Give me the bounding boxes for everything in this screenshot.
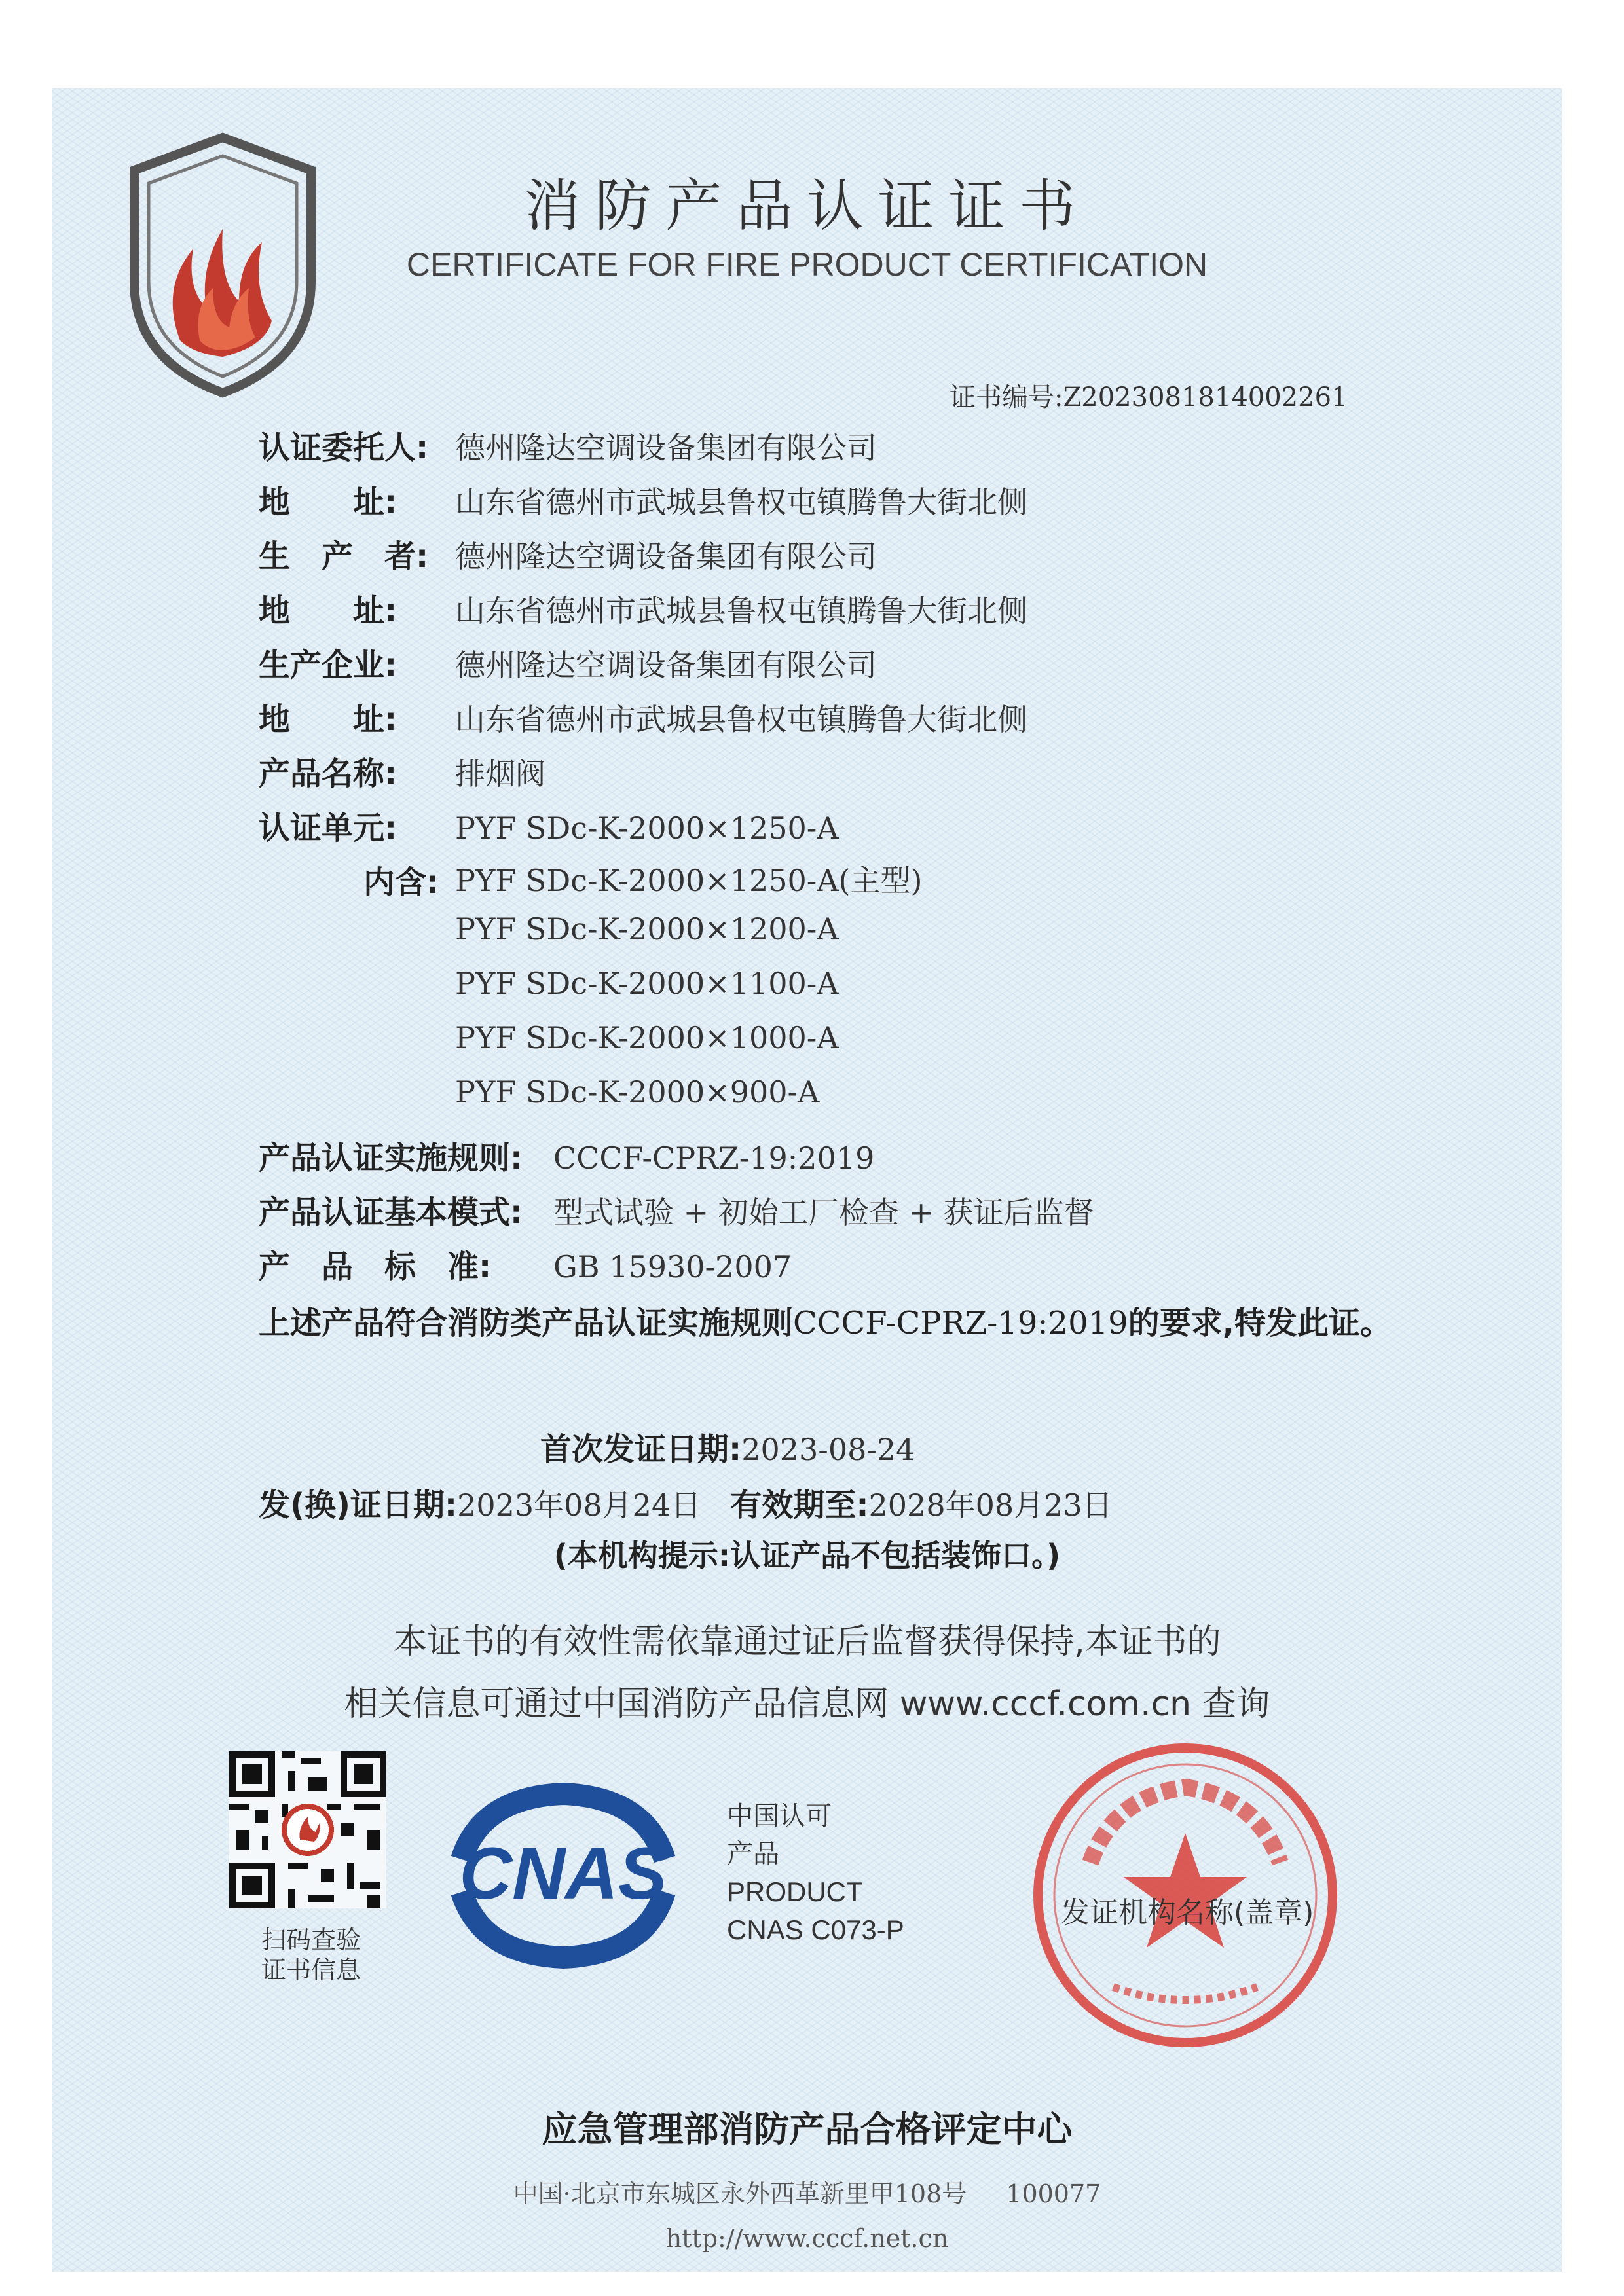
issuer-website-link[interactable]: http://www.cccf.net.cn [665, 2224, 949, 2253]
rule-label: 产 品 标 准: [259, 1248, 492, 1285]
address-text: 中国·北京市东城区永外西革新里甲108号 [513, 2179, 967, 2208]
accreditation-info [727, 1797, 904, 1949]
conformity-statement [259, 1296, 1503, 1350]
rule-row [259, 1241, 792, 1286]
rule-row [259, 1133, 874, 1178]
statement-code: CCCF-CPRZ-19:2019 [793, 1305, 1128, 1341]
field-value: 山东省德州市武城县鲁权屯镇腾鲁大街北侧 [455, 593, 1027, 629]
certificate-number-value: Z2023081814002261 [1063, 382, 1348, 412]
issuer-address [52, 2174, 1562, 2210]
model-item: PYF SDc-K-2000×1200-A [455, 911, 839, 947]
accreditation-line: CNAS C073-P [727, 1914, 904, 1945]
field-label: 认证单元: [259, 810, 397, 847]
field-label: 认证委托人: [259, 429, 429, 466]
field-value: 德州隆达空调设备集团有限公司 [455, 539, 877, 574]
field-label: 产品名称: [259, 756, 397, 792]
cnas-logo-icon [435, 1777, 691, 1974]
first-issue-date-row [540, 1424, 915, 1469]
qr-caption [232, 1925, 390, 1985]
validity-info-line-2: 相关信息可通过中国消防产品信息网 www.cccf.com.cn 查询 [344, 1685, 1270, 1724]
certificate-number-label: 证书编号: [950, 382, 1063, 412]
field-row [259, 694, 1027, 739]
field-label: 地 址: [259, 701, 397, 738]
model-item: PYF SDc-K-2000×900-A [455, 1074, 820, 1110]
field-value: 排烟阀 [455, 756, 545, 792]
field-row [259, 477, 1027, 522]
model-item: PYF SDc-K-2000×1000-A [455, 1020, 839, 1055]
postcode: 100077 [1006, 2179, 1101, 2208]
valid-until-label: 有效期至: [730, 1487, 869, 1523]
rule-value: 型式试验 + 初始工厂检查 + 获证后监督 [553, 1195, 1094, 1230]
certificate-title: 消防产品认证证书 [524, 173, 1090, 239]
validity-info-line-1: 本证书的有效性需依靠通过证后监督获得保持,本证书的 [393, 1622, 1221, 1662]
accreditation-line: 中国认可 [727, 1801, 832, 1831]
qr-code-icon[interactable] [229, 1751, 386, 1908]
statement-text-end: 的要求,特发此证。 [1128, 1305, 1392, 1341]
statement-text: 上述产品符合消防类产品认证实施规则 [259, 1305, 794, 1341]
issue-date-label: 发(换)证日期: [259, 1487, 458, 1523]
cnas-logo-text: CNAS [459, 1832, 667, 1914]
field-label: 生产企业: [259, 647, 397, 683]
institution-notice: (本机构提示:认证产品不包括装饰口。) [553, 1538, 1061, 1573]
model-item: PYF SDc-K-2000×1250-A(主型) [455, 863, 923, 898]
field-row [259, 531, 877, 576]
rule-value: GB 15930-2007 [553, 1249, 792, 1285]
first-issue-date-value: 2023-08-24 [741, 1432, 915, 1467]
field-row [259, 422, 877, 467]
issue-date-row [259, 1480, 1113, 1525]
issuer-label: 发证机构名称(盖章) [1061, 1896, 1314, 1929]
rule-value: CCCF-CPRZ-19:2019 [553, 1140, 875, 1176]
certificate-title-english: CERTIFICATE FOR FIRE PRODUCT CERTIFICATION [406, 246, 1208, 283]
field-value: 山东省德州市武城县鲁权屯镇腾鲁大街北侧 [455, 702, 1027, 737]
accreditation-line: 产品 [727, 1839, 779, 1869]
field-label: 地 址: [259, 484, 397, 520]
field-label: 地 址: [259, 592, 397, 629]
field-label: 生 产 者: [259, 538, 429, 575]
field-value: 德州隆达空调设备集团有限公司 [455, 430, 877, 465]
qr-caption-line-1: 扫码查验 [261, 1925, 361, 1954]
contains-label: 内含: [363, 864, 439, 901]
rule-label: 产品认证实施规则: [259, 1140, 523, 1176]
field-value: PYF SDc-K-2000×1250-A [455, 811, 839, 846]
field-row [259, 585, 1027, 630]
issuing-center-name: 应急管理部消防产品合格评定中心 [542, 2109, 1073, 2150]
field-row [259, 640, 877, 685]
first-issue-date-label: 首次发证日期: [540, 1431, 742, 1468]
field-value: 山东省德州市武城县鲁权屯镇腾鲁大街北侧 [455, 484, 1027, 520]
accreditation-line: PRODUCT [727, 1876, 863, 1907]
rule-label: 产品认证基本模式: [259, 1194, 523, 1231]
certificate [52, 88, 1562, 2272]
model-item: PYF SDc-K-2000×1100-A [455, 966, 839, 1001]
qr-caption-line-2: 证书信息 [261, 1956, 361, 1984]
field-row [259, 748, 545, 793]
certificate-number [950, 376, 1348, 414]
field-value: 德州隆达空调设备集团有限公司 [455, 647, 877, 683]
field-row [259, 803, 839, 848]
rule-row [259, 1187, 1094, 1232]
valid-until-value: 2028年08月23日 [868, 1487, 1113, 1523]
issue-date-value: 2023年08月24日 [457, 1487, 701, 1523]
